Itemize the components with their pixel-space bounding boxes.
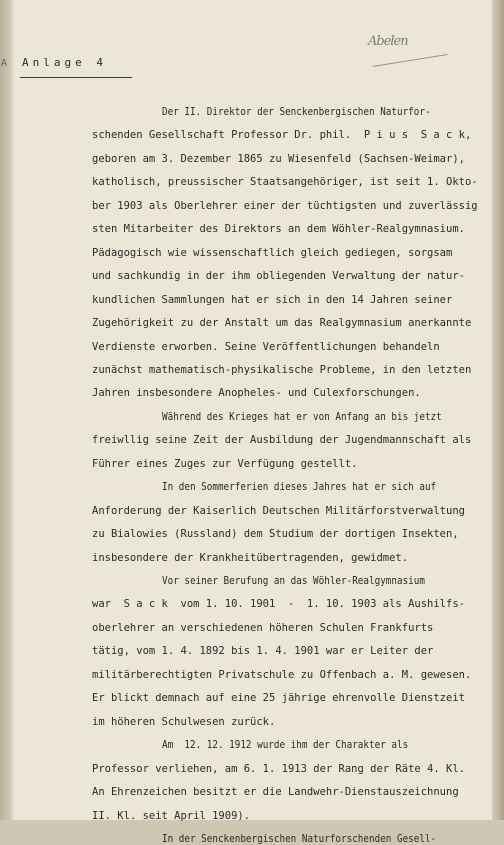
handwritten-signature: Abelen	[368, 34, 408, 49]
text-line: freiwllig seine Zeit der Ausbildung der Jugendmannschaft als	[92, 434, 472, 447]
text-line: Pädagogisch wie wissenschaftlich gleich gediegen, sorgsam	[92, 246, 453, 259]
text-line: schenden Gesellschaft Professor Dr. phil. P i u s S a c k,	[92, 129, 472, 142]
text-line: geboren am 3. Dezember 1865 zu Wiesenfeld (Sachsen-Weimar),	[92, 152, 465, 165]
text-line: An Ehrenzeichen besitzt er die Landwehr-Dienstauszeichnung	[92, 786, 459, 799]
text-line: Er blickt demnach auf eine 25 jährige ehrenvolle Dienstzeit	[92, 692, 465, 705]
text-line: im höheren Schulwesen zurück.	[92, 715, 276, 728]
text-line: ber 1903 als Oberlehrer einer der tüchtigsten und zuverlässig	[92, 199, 478, 212]
text-line: Zugehörigkeit zu der Anstalt um das Realgymnasium anerkannte	[92, 317, 472, 330]
text-line: Der II. Direktor der Senckenbergischen Naturfor-	[162, 106, 431, 118]
text-line: war S a c k vom 1. 10. 1901 - 1. 10. 1903 als Aushilfs-	[92, 598, 465, 611]
attachment-header: Anlage 4	[22, 56, 107, 69]
header-underline	[20, 77, 132, 78]
scan-left-edge	[0, 0, 12, 820]
text-line: Verdienste erworben. Seine Veröffentlichungen behandeln	[92, 340, 440, 353]
text-line: militärberechtigten Privatschule zu Offenbach a. M. gewesen.	[92, 668, 472, 681]
text-line: tätig, vom 1. 4. 1892 bis 1. 4. 1901 war er Leiter der	[92, 645, 434, 658]
text-line: Anforderung der Kaiserlich Deutschen Militärforstverwaltung	[92, 504, 465, 517]
text-line: Während des Krieges hat er von Anfang an bis jetzt	[162, 410, 442, 423]
text-line: Professor verliehen, am 6. 1. 1913 der Rang der Räte 4. Kl.	[92, 762, 465, 775]
edge-mark: A	[1, 58, 8, 69]
text-line: und sachkundig in der ihm obliegenden Verwaltung der natur-	[92, 270, 465, 283]
scan-right-edge	[492, 0, 504, 820]
text-line: In der Senckenbergischen Naturforschenden Gesell-	[162, 832, 437, 845]
text-line: kundlichen Sammlungen hat er sich in den 14 Jahren seiner	[92, 293, 453, 306]
signature-underline	[372, 54, 447, 67]
text-line: insbesondere der Krankheitübertragenden, gewidmet.	[92, 551, 409, 564]
text-line: Führer eines Zuges zur Verfügung gestellt.	[92, 457, 358, 470]
text-line: zu Bialowies (Russland) dem Studium der dortigen Insekten,	[92, 528, 459, 541]
text-line: Am 12. 12. 1912 wurde ihm der Charakter als	[162, 739, 409, 752]
text-line: sten Mitarbeiter des Direktors an dem Wöhler-Realgymnasium.	[92, 223, 465, 236]
text-line: II. Kl. seit April 1909).	[92, 809, 251, 822]
text-line: katholisch, preussischer Staatsangehöriger, ist seit 1. Okto-	[92, 176, 478, 189]
text-line: In den Sommerferien dieses Jahres hat er sich auf	[162, 481, 437, 494]
text-line: zunächst mathematisch-physikalische Probleme, in den letzten	[92, 363, 472, 376]
text-line: oberlehrer an verschiedenen höheren Schulen Frankfurts	[92, 621, 434, 634]
text-line: Vor seiner Berufung an das Wöhler-Realgymnasium	[162, 575, 425, 587]
text-line: Jahren insbesondere Anopheles- und Culexforschungen.	[92, 387, 421, 400]
